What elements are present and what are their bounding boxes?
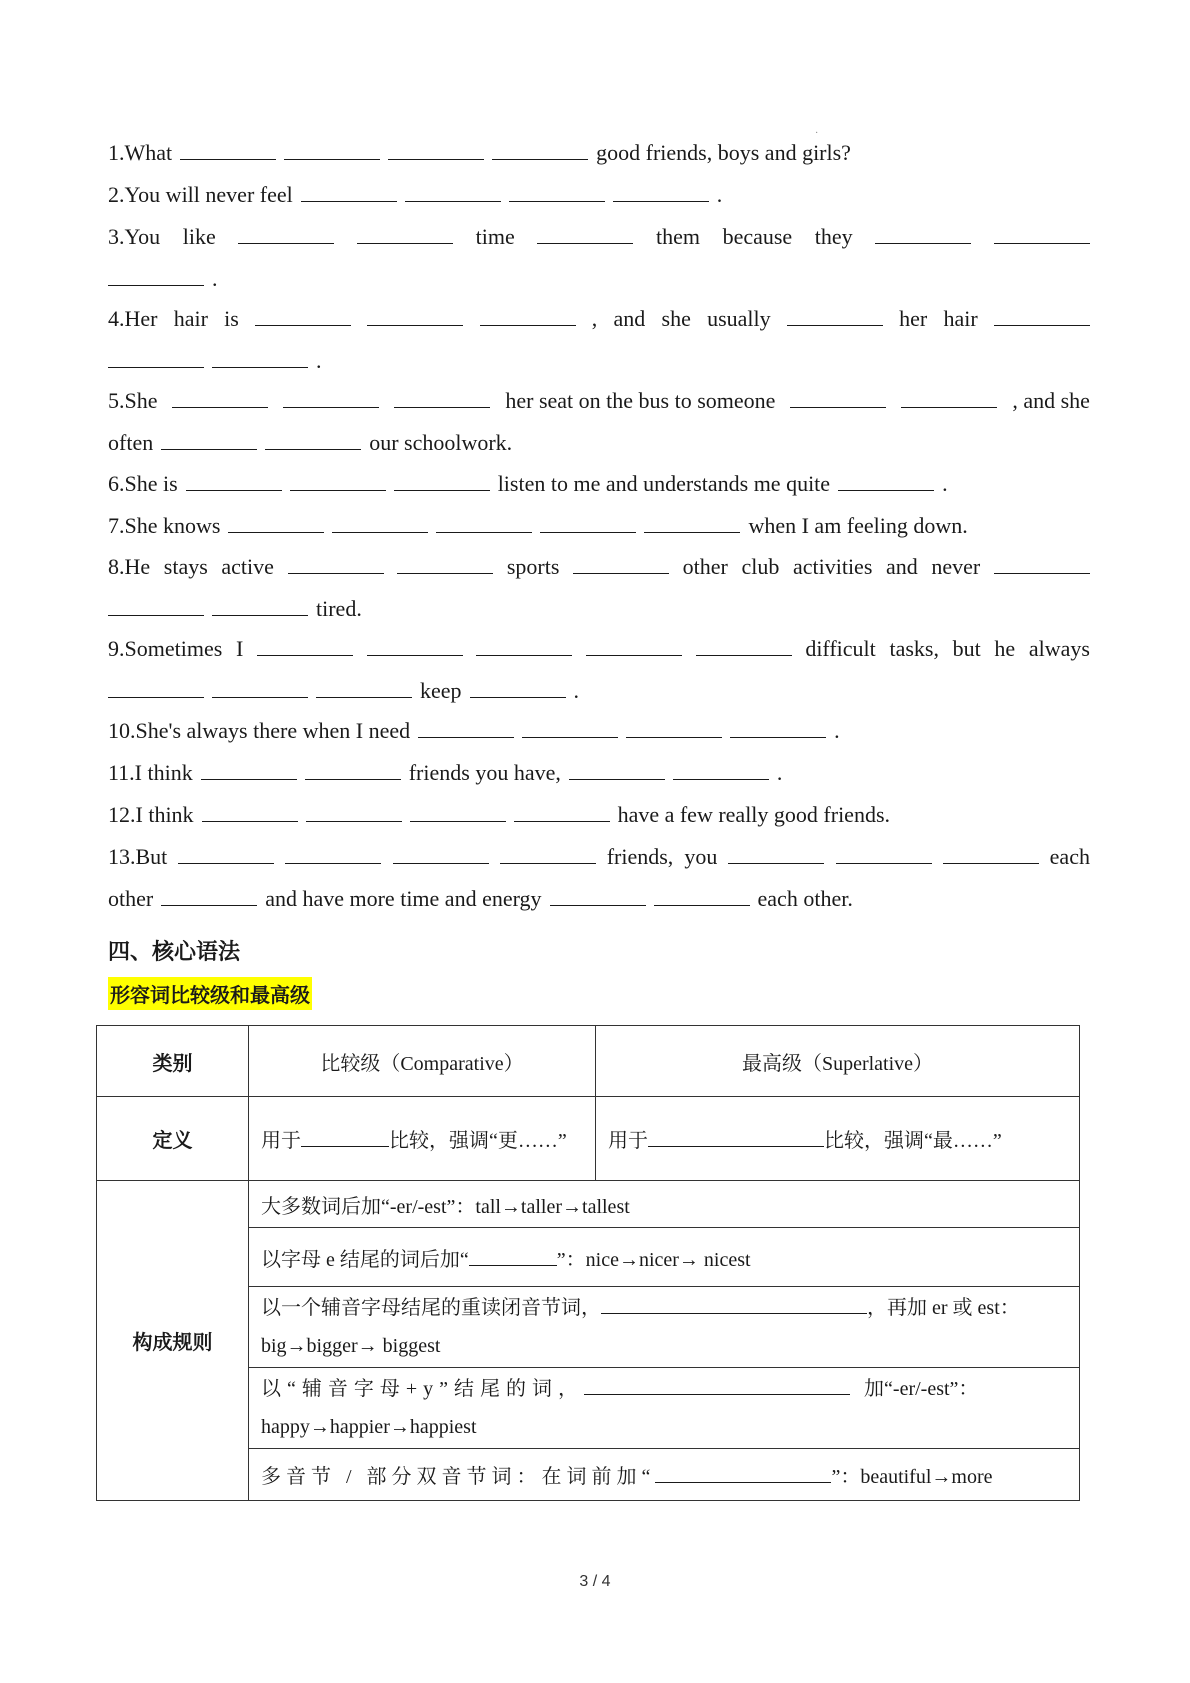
exercise-line (108, 380, 1090, 422)
exercise-text: 11.I think (108, 760, 193, 785)
answer-blank[interactable] (285, 843, 381, 864)
answer-blank[interactable] (626, 717, 722, 738)
answer-blank[interactable] (394, 387, 490, 408)
exercise-text: never (931, 554, 981, 579)
exercise-text: stays (163, 554, 208, 579)
exercise-text: friends you have, (408, 760, 561, 785)
answer-blank[interactable] (301, 181, 397, 202)
answer-blank[interactable] (393, 843, 489, 864)
answer-blank[interactable] (728, 843, 824, 864)
answer-blank[interactable] (522, 717, 618, 738)
exercise-text: active (221, 554, 274, 579)
answer-blank[interactable] (255, 305, 351, 326)
answer-blank[interactable] (500, 843, 596, 864)
answer-blank[interactable] (108, 595, 204, 616)
exercise-text: difficult (805, 636, 876, 661)
answer-blank[interactable] (178, 843, 274, 864)
exercise-text: is (224, 306, 239, 331)
exercise-text: friends, (606, 844, 674, 869)
exercise-text: you (684, 844, 718, 869)
exercise-text: I (235, 636, 244, 661)
exercise-text: 5.She (108, 388, 158, 413)
answer-blank[interactable] (108, 265, 204, 286)
rule-5: 多音节 / 部分双音节词：在词前加“ ”：beautiful→more (249, 1449, 1080, 1501)
exercise-q10 (108, 710, 1090, 752)
exercise-text: 4.Her (108, 306, 158, 331)
exercise-text: 10.She's always there when I need (108, 718, 411, 743)
definition-label: 定义 (97, 1097, 249, 1181)
answer-blank[interactable] (212, 347, 308, 368)
exercise-q9 (108, 628, 1090, 712)
exercise-line (108, 628, 1090, 670)
answer-blank[interactable] (257, 635, 353, 656)
exercise-text: and have more time and energy (265, 886, 542, 911)
comparative-definition: 用于 比较，强调“更……” (249, 1097, 596, 1181)
exercise-text: have a few really good friends. (617, 802, 891, 827)
exercise-text: . (942, 471, 948, 496)
exercise-q13 (108, 836, 1090, 920)
exercise-line (108, 710, 1090, 752)
answer-blank[interactable] (265, 429, 361, 450)
answer-blank[interactable] (790, 387, 886, 408)
answer-blank[interactable] (161, 885, 257, 906)
answer-blank[interactable] (994, 553, 1090, 574)
answer-blank[interactable] (573, 553, 669, 574)
exercise-text: 12.I think (108, 802, 194, 827)
exercise-q6 (108, 463, 1090, 505)
exercise-q7 (108, 505, 1090, 547)
exercise-text: he (994, 636, 1016, 661)
exercise-line (108, 588, 1090, 630)
answer-blank[interactable] (306, 801, 402, 822)
exercise-line (108, 546, 1090, 588)
answer-blank[interactable] (730, 717, 826, 738)
exercise-text: our schoolwork. (369, 430, 513, 455)
exercise-text: keep (420, 678, 462, 703)
blank[interactable] (469, 1247, 557, 1266)
answer-blank[interactable] (586, 635, 682, 656)
exercise-text: tasks, (889, 636, 939, 661)
answer-blank[interactable] (201, 759, 297, 780)
answer-blank[interactable] (394, 470, 490, 491)
exercise-text: 3.You (108, 224, 161, 249)
exercise-text: 2.You will never feel (108, 182, 293, 207)
exercise-text: hair (173, 306, 208, 331)
blank[interactable] (601, 1295, 867, 1314)
answer-blank[interactable] (357, 223, 453, 244)
exercise-text: 6.She is (108, 471, 178, 496)
exercise-text: . (776, 760, 783, 785)
exercise-q4 (108, 298, 1090, 382)
exercise-line (108, 422, 1090, 464)
answer-blank[interactable] (838, 470, 934, 491)
superlative-definition: 用于 比较，强调“最……” (596, 1097, 1080, 1181)
answer-blank[interactable] (673, 759, 769, 780)
answer-blank[interactable] (284, 139, 380, 160)
answer-blank[interactable] (492, 139, 588, 160)
answer-blank[interactable] (108, 677, 204, 698)
exercise-text: hair (943, 306, 978, 331)
exercise-text: . (716, 182, 723, 207)
answer-blank[interactable] (410, 801, 506, 822)
exercise-line (108, 794, 1090, 836)
exercise-text: 13.But (108, 844, 168, 869)
exercise-text: her seat on the bus to someone (505, 388, 776, 413)
answer-blank[interactable] (288, 553, 384, 574)
exercise-text: tired. (316, 596, 362, 621)
exercise-line (108, 836, 1090, 878)
exercise-text: 9.Sometimes (108, 636, 223, 661)
answer-blank[interactable] (994, 223, 1090, 244)
answer-blank[interactable] (367, 635, 463, 656)
answer-blank[interactable] (476, 635, 572, 656)
exercise-text: . (212, 266, 218, 291)
answer-blank[interactable] (875, 223, 971, 244)
exercise-text: she (661, 306, 691, 331)
exercise-text: time (475, 224, 515, 249)
exercise-q12 (108, 794, 1090, 836)
exercise-text: 8.He (108, 554, 151, 579)
exercise-line (108, 132, 1090, 174)
rule-4: 以“辅音字母+y”结尾的词， 加“-er/-est”： happy→happier→happiest (249, 1368, 1080, 1449)
answer-blank[interactable] (397, 553, 493, 574)
answer-blank[interactable] (290, 470, 386, 491)
exercise-text: other (108, 886, 154, 911)
answer-blank[interactable] (943, 843, 1039, 864)
answer-blank[interactable] (212, 595, 308, 616)
exercise-text: , (591, 306, 598, 331)
answer-blank[interactable] (180, 139, 276, 160)
exercise-q1 (108, 132, 1090, 174)
exercise-line (108, 463, 1090, 505)
answer-blank[interactable] (238, 223, 334, 244)
grammar-topic-highlight: 形容词比较级和最高级 (108, 977, 312, 1010)
exercise-q11 (108, 752, 1090, 794)
exercise-text: always (1028, 636, 1090, 661)
answer-blank[interactable] (212, 677, 308, 698)
exercise-line (108, 258, 1090, 300)
exercise-line (108, 174, 1090, 216)
exercise-text: activities (792, 554, 873, 579)
answer-blank[interactable] (613, 181, 709, 202)
exercise-text: and (613, 306, 646, 331)
rule-1: 大多数词后加“-er/-est”：tall→taller→tallest (249, 1181, 1080, 1228)
answer-blank[interactable] (161, 429, 257, 450)
exercise-q2 (108, 174, 1090, 216)
blank[interactable] (648, 1128, 824, 1147)
answer-blank[interactable] (283, 387, 379, 408)
exercise-text: and (886, 554, 918, 579)
answer-blank[interactable] (108, 347, 204, 368)
page-number: 3 / 4 (579, 1573, 611, 1590)
exercise-text: sports (506, 554, 560, 579)
exercise-q8 (108, 546, 1090, 630)
exercise-text: her (899, 306, 928, 331)
exercise-text: when I am feeling down. (748, 513, 968, 538)
exercise-q5 (108, 380, 1090, 464)
exercise-line (108, 878, 1090, 920)
answer-blank[interactable] (787, 305, 883, 326)
answer-blank[interactable] (994, 305, 1090, 326)
answer-blank[interactable] (418, 717, 514, 738)
exercise-text: them (655, 224, 700, 249)
exercise-text: club (741, 554, 780, 579)
exercise-text: 7.She knows (108, 513, 221, 538)
answer-blank[interactable] (540, 512, 636, 533)
exercise-line (108, 505, 1090, 547)
exercise-text: listen to me and understands me quite (497, 471, 831, 496)
category-header: 类别 (97, 1026, 249, 1097)
answer-blank[interactable] (569, 759, 665, 780)
table-header-row (97, 1026, 1080, 1097)
answer-blank[interactable] (537, 223, 633, 244)
exercise-line (108, 670, 1090, 712)
comparative-header: 比较级（Comparative） (249, 1026, 596, 1097)
superlative-header: 最高级（Superlative） (596, 1026, 1080, 1097)
blank[interactable] (301, 1128, 389, 1147)
exercise-text: . (834, 718, 840, 743)
exercise-text: like (182, 224, 216, 249)
exercise-text: other (682, 554, 728, 579)
blank[interactable] (655, 1464, 831, 1483)
rules-label: 构成规则 (97, 1181, 249, 1501)
answer-blank[interactable] (509, 181, 605, 202)
exercise-text: because (722, 224, 793, 249)
exercise-line (108, 216, 1090, 258)
answer-blank[interactable] (696, 635, 792, 656)
rule-3: 以一个辅音字母结尾的重读闭音节词， ，再加 er 或 est： big→bigger→ biggest (249, 1287, 1080, 1368)
exercise-line (108, 752, 1090, 794)
exercise-text: each (1049, 844, 1090, 869)
answer-blank[interactable] (514, 801, 610, 822)
exercise-text: , and she (1012, 388, 1090, 413)
answer-blank[interactable] (305, 759, 401, 780)
section-title: 四、核心语法 (108, 940, 241, 965)
answer-blank[interactable] (550, 885, 646, 906)
answer-blank[interactable] (644, 512, 740, 533)
grammar-table (96, 1025, 1080, 1501)
rule-row (97, 1181, 1080, 1228)
exercise-text: they (814, 224, 853, 249)
answer-blank[interactable] (228, 512, 324, 533)
answer-blank[interactable] (316, 677, 412, 698)
exercise-q3 (108, 216, 1090, 300)
answer-blank[interactable] (332, 512, 428, 533)
answer-blank[interactable] (202, 801, 298, 822)
exercise-text: each other. (757, 886, 853, 911)
answer-blank[interactable] (172, 387, 268, 408)
answer-blank[interactable] (367, 305, 463, 326)
answer-blank[interactable] (901, 387, 997, 408)
answer-blank[interactable] (836, 843, 932, 864)
answer-blank[interactable] (436, 512, 532, 533)
stray-mark: · (815, 128, 819, 139)
answer-blank[interactable] (480, 305, 576, 326)
exercise-text: often (108, 430, 154, 455)
exercise-line (108, 298, 1090, 340)
answer-blank[interactable] (405, 181, 501, 202)
exercise-text: good friends, boys and girls? (596, 140, 851, 165)
definition-row (97, 1097, 1080, 1181)
blank[interactable] (584, 1376, 850, 1395)
exercise-text: . (573, 678, 580, 703)
exercise-text: . (316, 348, 322, 373)
answer-blank[interactable] (470, 677, 566, 698)
rule-2: 以字母 e 结尾的词后加“ ”：nice→nicer→ nicest (249, 1228, 1080, 1287)
answer-blank[interactable] (388, 139, 484, 160)
exercise-text: 1.What (108, 140, 173, 165)
exercise-text: but (952, 636, 981, 661)
answer-blank[interactable] (186, 470, 282, 491)
answer-blank[interactable] (654, 885, 750, 906)
exercise-line (108, 340, 1090, 382)
exercise-text: usually (707, 306, 771, 331)
